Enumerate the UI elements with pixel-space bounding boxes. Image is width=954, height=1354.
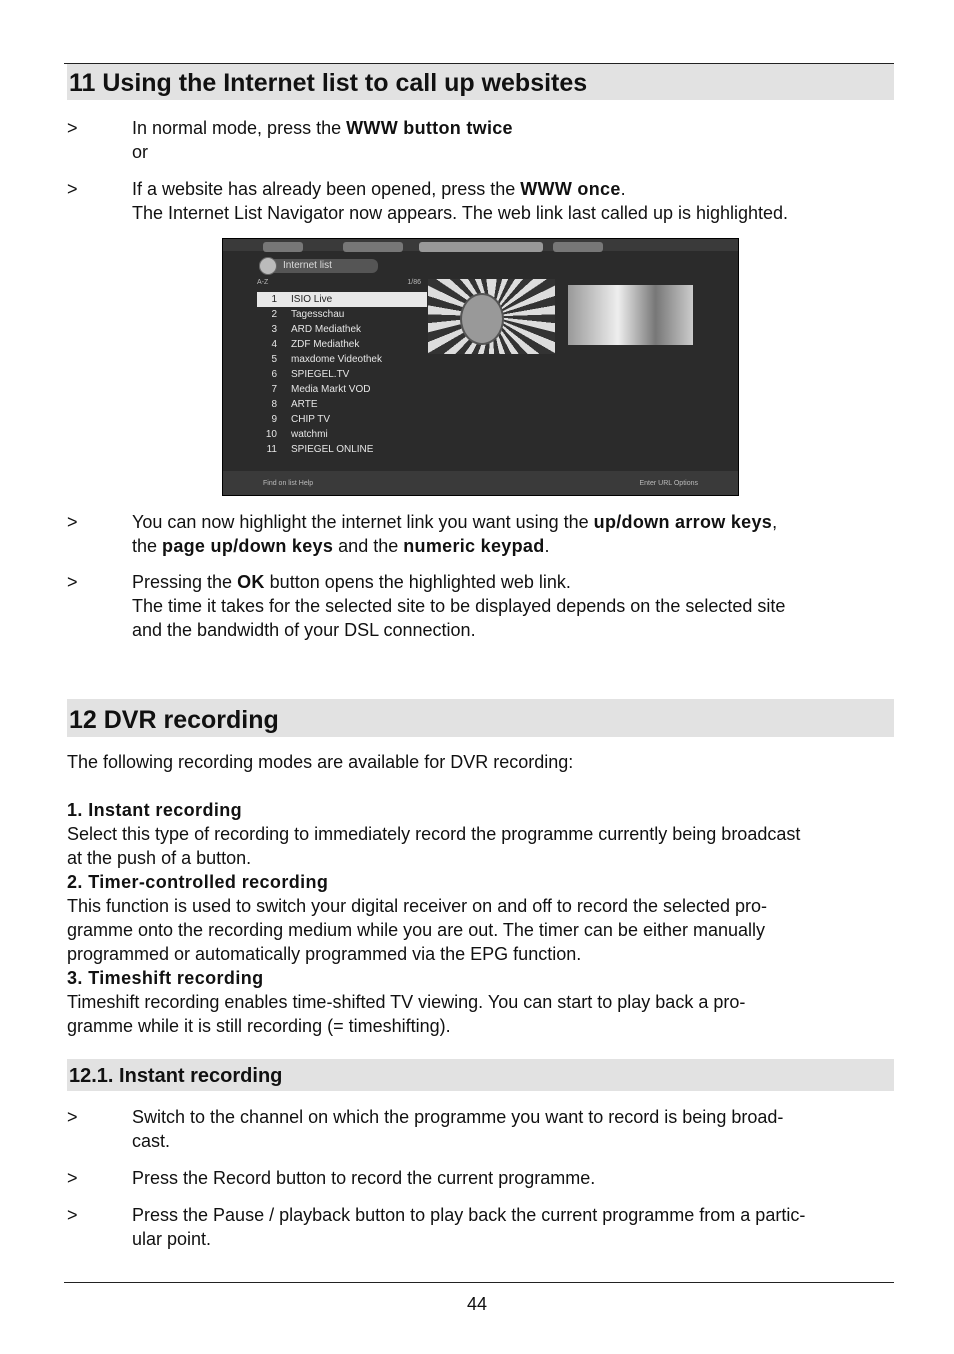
bullet-marker: > — [67, 179, 78, 199]
page-number: 44 — [466, 1294, 488, 1314]
list-item: 5 maxdome Videothek — [271, 354, 382, 365]
key-www-once: WWW once — [520, 179, 621, 199]
preview-thumbnail-1 — [428, 279, 555, 354]
footer-right-hints: Enter URL Options — [639, 480, 698, 487]
sort-label: A-Z — [257, 279, 269, 286]
section-11-heading: 11 Using the Internet list to call up websites — [67, 64, 894, 100]
internet-list-screenshot — [222, 238, 739, 496]
mode-title: 3. Timeshift recording — [67, 968, 264, 988]
section-12-intro: The following recording modes are available for DVR recording: — [67, 752, 574, 772]
key-www-twice: WWW button twice — [346, 118, 513, 138]
list-item: 10 watchmi — [265, 429, 328, 440]
list-item: 1 ISIO Live — [257, 292, 427, 307]
list-count: 1/86 — [407, 279, 421, 286]
bullet-marker: > — [67, 572, 78, 592]
list-item: 2 Tagesschau — [271, 309, 345, 320]
list-item: 11 SPIEGEL ONLINE — [266, 444, 374, 455]
bullet-marker: > — [67, 118, 78, 138]
mode-title: 2. Timer-controlled recording — [67, 872, 329, 892]
globe-icon — [259, 257, 277, 275]
bottom-rule — [64, 1282, 894, 1283]
section-12-heading: 12 DVR recording — [67, 699, 894, 737]
list-item: 8 ARTE — [271, 399, 318, 410]
footer-left-hints: Find on list Help — [263, 480, 314, 487]
bullet-marker: > — [67, 512, 78, 532]
section-12-1-heading: 12.1. Instant recording — [67, 1059, 894, 1091]
list-item: 7 Media Markt VOD — [271, 384, 371, 395]
recording-modes: 1. Instant recording Select this type of recording to immediately record the programme currently being broadcast at the push of a button. 2. Timer-controlled recording This function is used to switch your digital receiver on and off to record the selected pro- gramme onto the recording medium while you are out. The timer can be either manually programmed or automatically programmed via the EPG function. 3. Timeshift recording Timeshift recording enables time-shifted TV viewing. You can start to play back a pro- gramme while it is still recording (= timeshifting). — [67, 798, 894, 1038]
internet-list — [257, 292, 427, 457]
list-item: 4 ZDF Mediathek — [271, 339, 360, 350]
list-item: 3 ARD Mediathek — [271, 324, 362, 335]
list-item: 9 CHIP TV — [271, 414, 331, 425]
mode-title: 1. Instant recording — [67, 800, 243, 820]
screenshot-title: Internet list — [259, 259, 378, 273]
preview-thumbnail-2 — [568, 285, 693, 345]
list-item: 6 SPIEGEL.TV — [271, 369, 350, 380]
